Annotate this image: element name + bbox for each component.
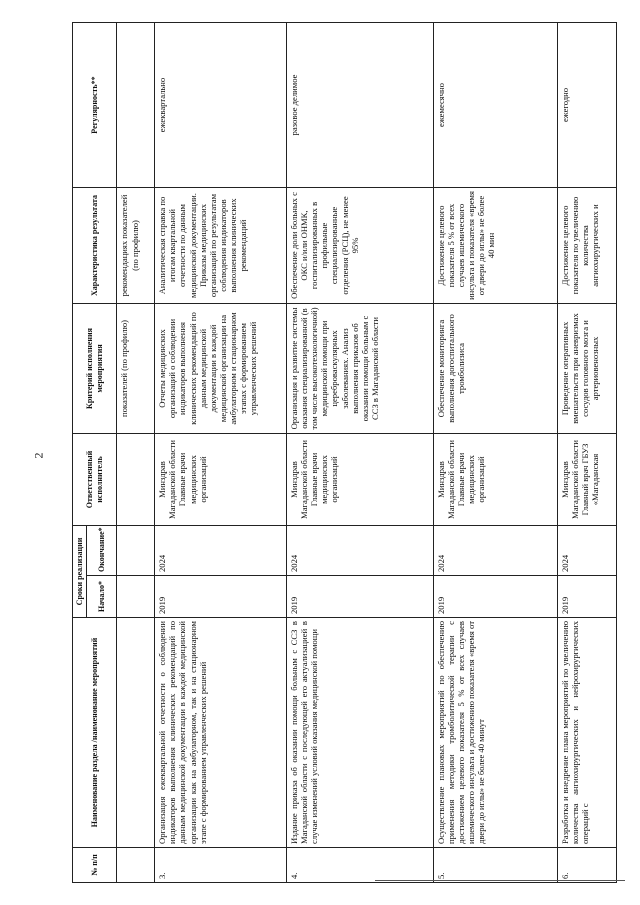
cell-criterion: Организация и развитие системы оказания специализированной (в том числе высокотехнологичной) медицинской помощи при цереброваскулярных заболеваниях. Анализ выполнения приказов об оказании помощи больным с ССЗ в Магаданской области bbox=[286, 304, 433, 434]
header-end: Окончание* bbox=[87, 526, 117, 576]
header-period: Сроки реализации bbox=[73, 526, 87, 618]
footer-rule bbox=[375, 880, 625, 881]
header-result: Характеристика результата bbox=[73, 188, 117, 304]
cell-regularity: ежегодно bbox=[557, 23, 616, 188]
cell-executor: Минздрав Магаданской области Главные врачи медицинских организаций bbox=[433, 434, 557, 526]
cell-regularity: ежеквартально bbox=[155, 23, 287, 188]
cell-name: Издание приказа об оказании помощи больным с ССЗ в Магаданской области с последующей его актуализацией в случае изменений условий оказания медицинской помощи bbox=[286, 618, 433, 848]
cell-criterion: Обеспечение мониторинга выполнения догоспитального тромболизиса bbox=[433, 304, 557, 434]
cell-criterion: Проведение оперативных вмешательств при аневризмах сосудов головного мозга и артериовенозных bbox=[557, 304, 616, 434]
table-row bbox=[557, 23, 616, 883]
cell-result: Аналитическая справка по итогам квартальной отчетности по данным медицинской документации. Приказы медицинских организаций по результатам соблюдения индикаторов выполнения клинических рекомендаций bbox=[155, 188, 287, 304]
page-number: 2 bbox=[31, 452, 46, 459]
cell-end: 2024 bbox=[286, 526, 433, 576]
table-row bbox=[155, 23, 287, 883]
cell-regularity: разовое делимое bbox=[286, 23, 433, 188]
header-num: № п/п bbox=[73, 848, 117, 883]
measures-table bbox=[72, 22, 617, 883]
cell-regularity: ежемесячно bbox=[433, 23, 557, 188]
cell-result: Достижение целевого показателя по увеличению количества ангиохирургических и bbox=[557, 188, 616, 304]
table-row bbox=[433, 23, 557, 883]
cell-result: Достижение целевого показателя 5 % от всех случаев ишемического инсульта и показателя «время от двери до иглы» не более 40 мин bbox=[433, 188, 557, 304]
header-start: Начало* bbox=[87, 576, 117, 618]
cell-start: 2019 bbox=[557, 576, 616, 618]
cell-end: 2024 bbox=[155, 526, 287, 576]
cell-end: 2024 bbox=[433, 526, 557, 576]
rotated-table-container bbox=[72, 23, 617, 883]
cell-start: 2019 bbox=[433, 576, 557, 618]
header-regularity: Регулярность** bbox=[73, 23, 117, 188]
cell-num: 5. bbox=[433, 848, 557, 883]
cell-num: 4. bbox=[286, 848, 433, 883]
cell-num: 6. bbox=[557, 848, 616, 883]
cell-num: 3. bbox=[155, 848, 287, 883]
header-executor: Ответственный исполнитель bbox=[73, 434, 117, 526]
cell-executor: Минздрав Магаданской области Главные врачи медицинских организаций bbox=[286, 434, 433, 526]
cell-executor: Минздрав Магаданской области Главные врачи медицинских организаций bbox=[155, 434, 287, 526]
table-row-continuation bbox=[117, 23, 155, 883]
header-criterion: Критерий исполнения мероприятия bbox=[73, 304, 117, 434]
cell-name: Осуществление плановых мероприятий по обеспечению применения методики тромболитической терапии с достижением целевого показателя 5 % от всех случаев ишемического инсульта и достижению показателя «время от двери до иглы» не более 40 минут bbox=[433, 618, 557, 848]
cell-criterion: Отчеты медицинских организаций о соблюдении индикаторов выполнения клинических рекомендаций по данным медицинской документации в каждой медицинской организации на амбулаторном и стационарном этапах с формированием управленческих решений bbox=[155, 304, 287, 434]
cell-name: Разработка и внедрение плана мероприятий по увеличению количества ангиохирургических и нейрохирургических операций с bbox=[557, 618, 616, 848]
cell-result: Обеспечение доли больных с ОКС и/или ОНМК, госпитализированных в профильные специализированные отделения (РСЦ), не менее 95% bbox=[286, 188, 433, 304]
cell-name: Организация ежеквартальной отчетности о соблюдении индикаторов выполнения клинических рекомендаций по данным медицинской документации в каждой медицинской организации как на амбулаторном, так и на стационарном этапе с формированием управленческих решений bbox=[155, 618, 287, 848]
cell-start: 2019 bbox=[155, 576, 287, 618]
cell-end: 2024 bbox=[557, 526, 616, 576]
table-row bbox=[286, 23, 433, 883]
cell-start: 2019 bbox=[286, 576, 433, 618]
cell-result: рекомендациях показателей (по профилю) bbox=[117, 188, 155, 304]
cell-criterion: показателей (по профилю) bbox=[117, 304, 155, 434]
header-name: Наименование раздела /наименование мероприятий bbox=[73, 618, 117, 848]
cell-executor: Минздрав Магаданской области Главный врач ГБУЗ «Магаданская bbox=[557, 434, 616, 526]
